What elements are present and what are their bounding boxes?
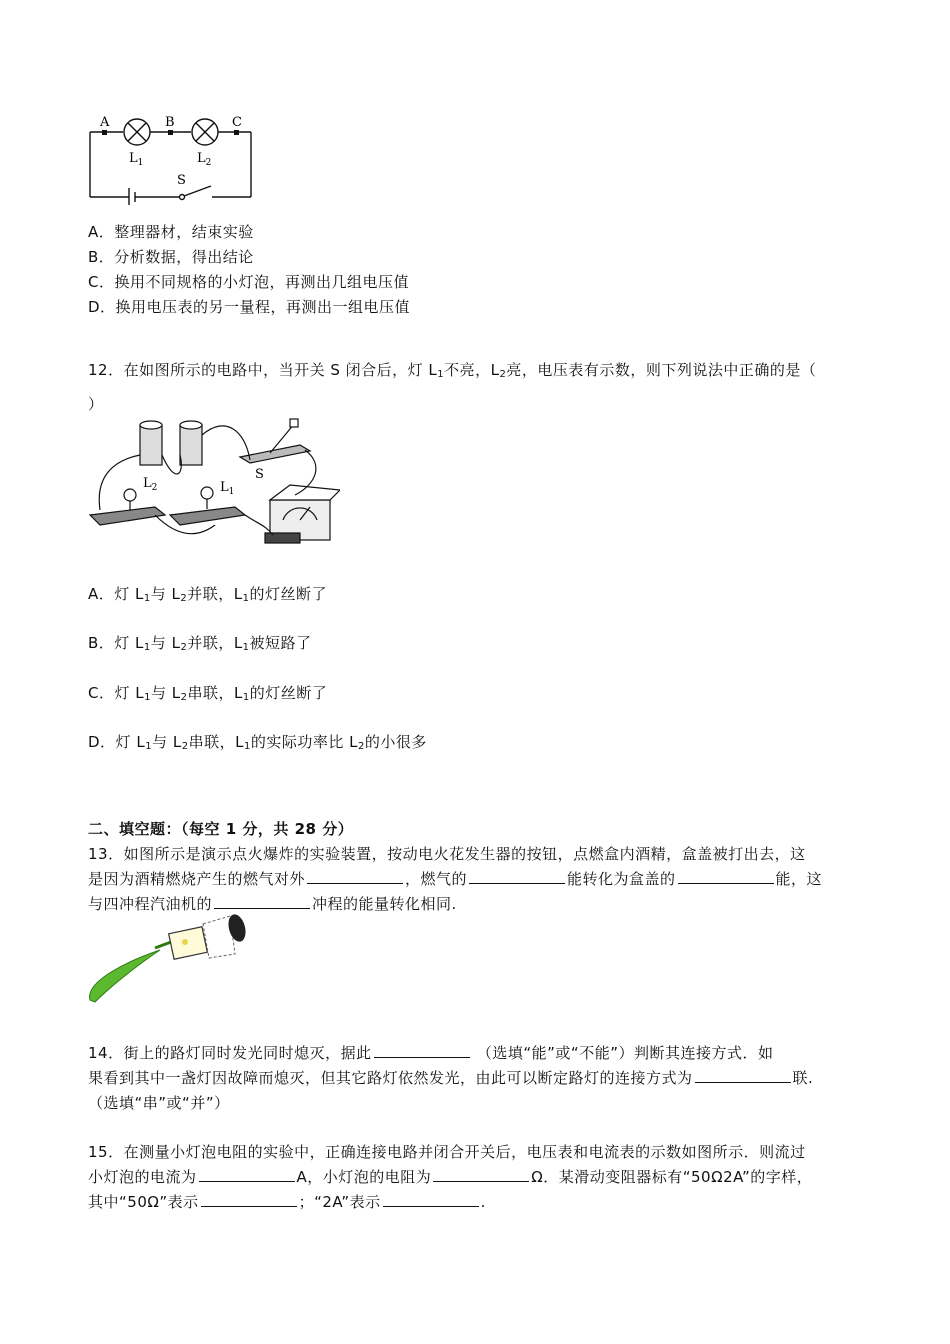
q13-blank-2[interactable] [469, 869, 565, 884]
q14-line-1: 14．街上的路灯同时发光同时熄灭，据此 （选填“能”或“不能”）判断其连接方式．如 [88, 1044, 774, 1062]
q13-line-3: 与四冲程汽油机的 冲程的能量转化相同. [88, 895, 457, 913]
q15-blank-2[interactable] [433, 1167, 529, 1182]
q15-line-3: 其中“50Ω”表示 ；“2A”表示 . [88, 1193, 486, 1211]
q12-circuit-figure [85, 415, 340, 555]
q11-option-c: C．换用不同规格的小灯泡，再测出几组电压值 [88, 273, 409, 291]
q13-blank-1[interactable] [307, 869, 403, 884]
q12-fig-l2-label: $L_2$ [143, 476, 158, 493]
q11-option-b: B．分析数据，得出结论 [88, 248, 254, 266]
q13-line-2: 是因为酒精燃烧产生的燃气对外 ，燃气的 能转化为盒盖的 能，这 [88, 870, 823, 888]
lamp-l1-label: $L_1$ [129, 151, 144, 168]
q11-option-a: A．整理器材，结束实验 [88, 223, 254, 241]
q15-blank-1[interactable] [199, 1167, 295, 1182]
series-circuit-figure [85, 110, 265, 205]
q12-stem: 12．在如图所示的电路中，当开关 S 闭合后，灯 $L_1$不亮，$L_2$亮，电压表有示数，则下列说法中正确的是（ [88, 361, 817, 380]
q13-blank-3[interactable] [678, 869, 774, 884]
ignition-explosion-figure [85, 912, 250, 1007]
node-a-label: A [100, 115, 110, 130]
q14-line-3: （选填“串”或“并”） [88, 1094, 230, 1112]
node-c-label: C [232, 115, 242, 130]
q12-fig-s-label: S [255, 467, 264, 482]
switch-s-label: S [177, 173, 186, 188]
q14-blank-2[interactable] [695, 1068, 791, 1083]
node-b-label: B [165, 115, 175, 130]
q12-fig-l1-label: $L_1$ [220, 480, 235, 497]
q15-line-2: 小灯泡的电流为 A，小灯泡的电阻为 Ω．某滑动变阻器标有“50Ω2A”的字样， [88, 1168, 813, 1186]
q14-blank-1[interactable] [374, 1043, 470, 1058]
q14-line-2: 果看到其中一盏灯因故障而熄灭，但其它路灯依然发光，由此可以断定路灯的连接方式为 联. [88, 1069, 814, 1087]
q13-blank-4[interactable] [214, 894, 310, 909]
q15-blank-3[interactable] [201, 1192, 297, 1207]
q13-line-1: 13．如图所示是演示点火爆炸的实验装置，按动电火花发生器的按钮，点燃盒内酒精，盒盖被打出去，这 [88, 845, 806, 863]
q11-option-d: D．换用电压表的另一量程，再测出一组电压值 [88, 298, 411, 316]
lamp-l2-label: $L_2$ [197, 151, 212, 168]
q12-stem-close: ） [88, 395, 104, 413]
q15-line-1: 15．在测量小灯泡电阻的实验中，正确连接电路并闭合开关后，电压表和电流表的示数如图所示．则流过 [88, 1143, 806, 1161]
q12-option-b: B．灯 $L_1$与 $L_2$并联，$L_1$被短路了 [88, 634, 312, 653]
q12-option-c: C．灯 $L_1$与 $L_2$串联，$L_1$的灯丝断了 [88, 684, 328, 703]
section-2-title: 二、填空题：（每空 1 分，共 28 分） [88, 820, 354, 838]
q12-option-a: A．灯 $L_1$与 $L_2$并联，$L_1$的灯丝断了 [88, 585, 328, 604]
q12-option-d: D．灯 $L_1$与 $L_2$串联，$L_1$的实际功率比 $L_2$的小很多 [88, 733, 427, 752]
q15-blank-4[interactable] [383, 1192, 479, 1207]
